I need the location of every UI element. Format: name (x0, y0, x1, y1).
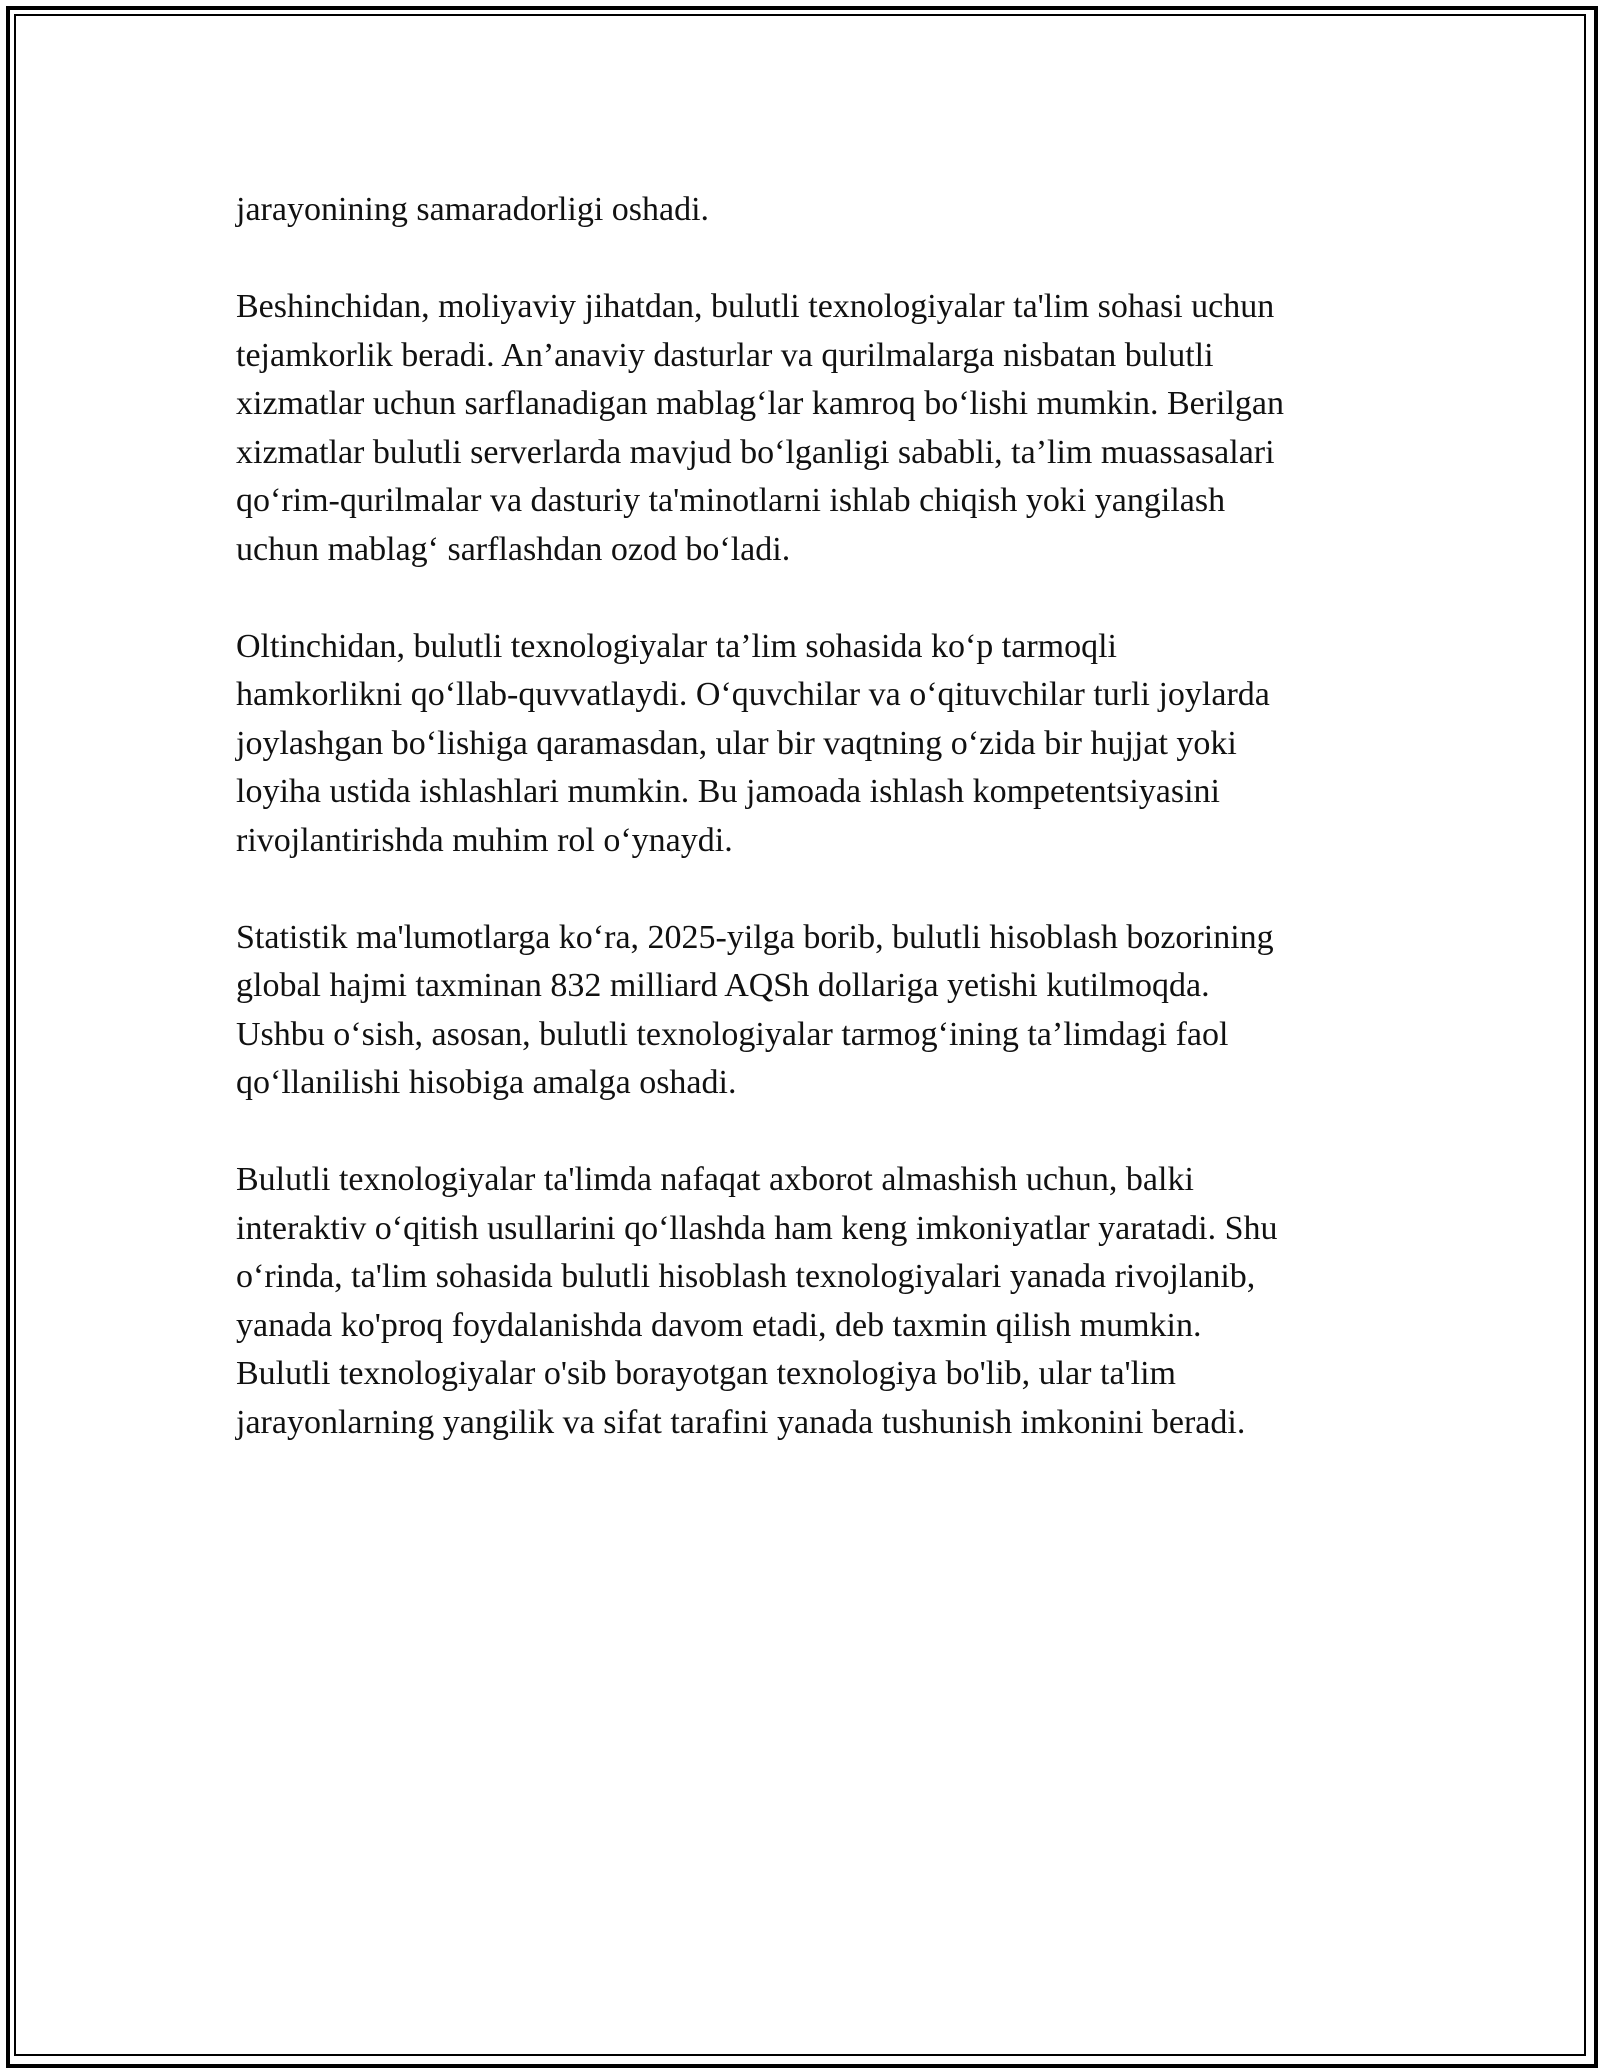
text-line: Bulutli texnologiyalar o'sib borayotgan texnologiya bo'lib, ular ta'lim (236, 1355, 1176, 1392)
paragraph (236, 186, 1384, 235)
text-line: Beshinchidan, moliyaviy jihatdan, bulutli texnologiyalar ta'lim sohasi uchun (236, 288, 1275, 325)
text-line: tejamkorlik beradi. An’anaviy dasturlar va qurilmalarga nisbatan bulutli (236, 336, 1214, 374)
paragraph (236, 623, 1384, 866)
text-line: hamkorlikni qo‘llab-quvvatlaydi. O‘quvchilar va o‘qituvchilar turli joylarda (236, 676, 1270, 713)
text-line: xizmatlar bulutli serverlarda mavjud bo‘lganligi sababli, ta’lim muassasalari (236, 433, 1275, 471)
text-line: rivojlantirishda muhim rol o‘ynaydi. (236, 821, 733, 859)
text-line: joylashgan bo‘lishiga qaramasdan, ular bir vaqtning o‘zida bir hujjat yoki (236, 724, 1237, 762)
text-line: uchun mablag‘ sarflashdan ozod bo‘ladi. (236, 530, 791, 568)
document-body (236, 186, 1384, 1496)
text-line: o‘rinda, ta'lim sohasida bulutli hisoblash texnologiyalari yanada rivojlanib, (236, 1258, 1256, 1295)
paragraph (236, 1156, 1384, 1447)
text-line: loyiha ustida ishlashlari mumkin. Bu jamoada ishlash kompetentsiyasini (236, 773, 1220, 810)
paragraph (236, 914, 1384, 1108)
text-line: xizmatlar uchun sarflanadigan mablag‘lar kamroq bo‘lishi mumkin. Berilgan (236, 385, 1285, 422)
text-line: yanada ko'proq foydalanishda davom etadi, deb taxmin qilish mumkin. (236, 1306, 1202, 1344)
paragraph (236, 283, 1384, 574)
text-line: qo‘llanilishi hisobiga amalga oshadi. (236, 1064, 737, 1101)
text-line: Statistik ma'lumotlarga ko‘ra, 2025-yilga borib, bulutli hisoblash bozorining (236, 918, 1274, 956)
text-line: Ushbu o‘sish, asosan, bulutli texnologiyalar tarmog‘ining ta’limdagi faol (236, 1015, 1229, 1053)
text-line: global hajmi taxminan 832 milliard AQSh dollariga yetishi kutilmoqda. (236, 967, 1210, 1004)
text-line: Bulutli texnologiyalar ta'limda nafaqat axborot almashish uchun, balki (236, 1161, 1194, 1198)
text-line: interaktiv o‘qitish usullarini qo‘llashda ham keng imkoniyatlar yaratadi. Shu (236, 1209, 1278, 1247)
text-line: jarayonining samaradorligi oshadi. (236, 191, 710, 228)
text-line: qo‘rim-qurilmalar va dasturiy ta'minotlarni ishlab chiqish yoki yangilash (236, 482, 1226, 519)
text-line: Oltinchidan, bulutli texnologiyalar ta’lim sohasida ko‘p tarmoqli (236, 627, 1117, 665)
text-line: jarayonlarning yangilik va sifat tarafini yanada tushunish imkonini beradi. (236, 1403, 1246, 1441)
